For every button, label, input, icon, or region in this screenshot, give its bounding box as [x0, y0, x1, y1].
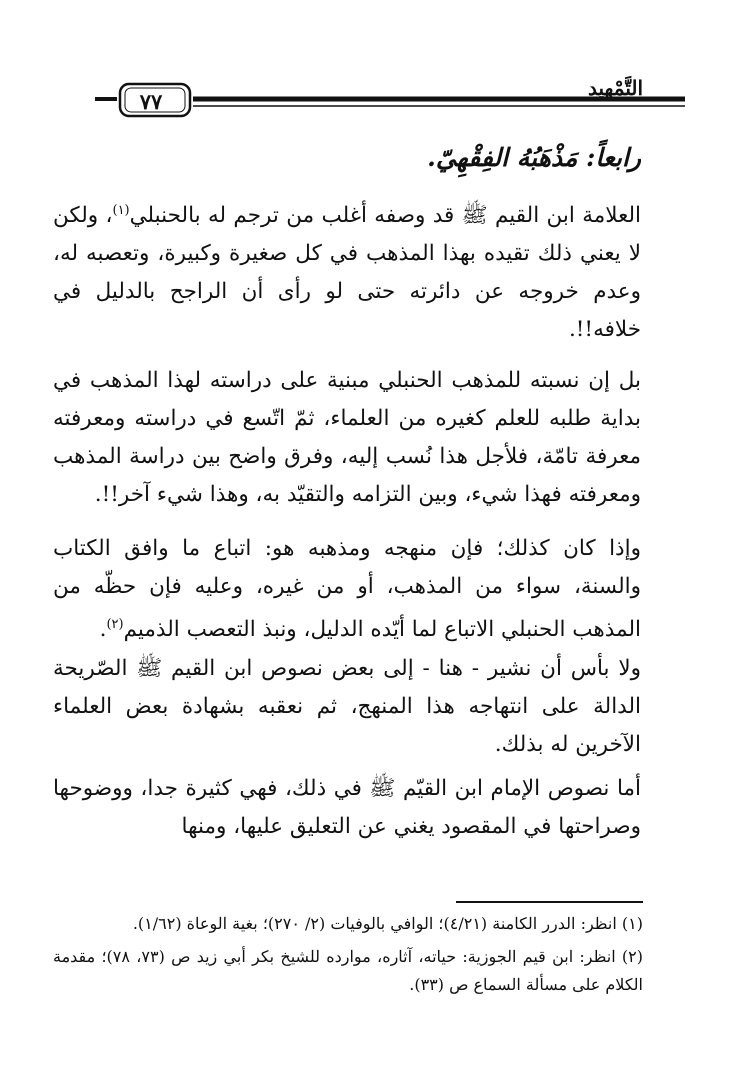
footnote-2: (٢) انظر: ابن قيم الجوزية: حياته، آثاره، موارده للشيخ بكر أبي زيد ص (٧٣، ٧٨)؛ مقدمة الكلام على مسألة السماع ص (٣٣).	[53, 947, 643, 994]
paragraph-3-text-cont: .	[99, 617, 107, 643]
running-title: التَّمْهيد	[588, 76, 643, 100]
paragraph-2-text: بل إن نسبته للمذهب الحنبلي مبنية على دراسته لهذا المذهب في بداية طلبه للعلم كغيره من العلماء، ثمّ اتّسع في دراسته ومعرفته معرفة تامّة، فلأجل هذا نُسب إليه، وفرق واضح بين دراسة المذهب ومعرفته فهذا شيء، وبين التزامه والتقيّد به، وهذا شيء آخر!!.	[53, 368, 641, 507]
paragraph-3	[53, 530, 641, 649]
footnotes	[53, 910, 643, 1004]
paragraph-4-text: ولا بأس أن نشير - هنا - إلى بعض نصوص ابن القيم ﷺ الصّريحة الدالة على انتهاجه هذا المنهج، ثم نعقبه بشهادة بعض العلماء الآخرين له بذلك.	[53, 656, 641, 757]
footnote-1: (١) انظر: الدرر الكامنة (٤/٢١)؛ الوافي بالوفيات (٢/ ٢٧٠)؛ بغية الوعاة (١/٦٢).	[132, 914, 643, 933]
paragraph-3-text: وإذا كان كذلك؛ فإن منهجه ومذهبه هو: اتباع ما وافق الكتاب والسنة، سواء من المذهب، أو من غيره، وعليه فإن حظّه من المذهب الحنبلي الاتباع لما أيّده الدليل، ونبذ التعصب الذميم	[53, 536, 641, 643]
footnote-ref-1: (١)	[112, 203, 130, 218]
paragraph-1	[53, 192, 641, 349]
page-number: ٧٧	[139, 88, 163, 114]
footnote-ref-2: (٢)	[106, 617, 124, 632]
paragraph-4	[53, 650, 641, 764]
paragraph-5-text: أما نصوص الإمام ابن القيّم ﷺ في ذلك، فهي كثيرة جدا، ووضوحها وصراحتها في المقصود يغني عن التعليق عليها، ومنها	[53, 776, 641, 839]
footnote-separator	[456, 901, 643, 903]
paragraph-2	[53, 362, 641, 514]
paragraph-1-text: العلامة ابن القيم ﷺ قد وصفه أغلب من ترجم له بالحنبلي	[129, 203, 641, 229]
paragraph-5	[53, 770, 641, 846]
section-heading: رابعاً: مَذْهَبُهُ الفِقْهِيّ.	[427, 143, 641, 172]
paragraph-1-text-cont: ، ولكن لا يعني ذلك تقيده بهذا المذهب في كل صغيرة وكبيرة، وتعصبه له، وعدم خروجه عن دائرته حتى لو رأى أن الراجح بالدليل في خلافه!!.	[53, 203, 641, 343]
